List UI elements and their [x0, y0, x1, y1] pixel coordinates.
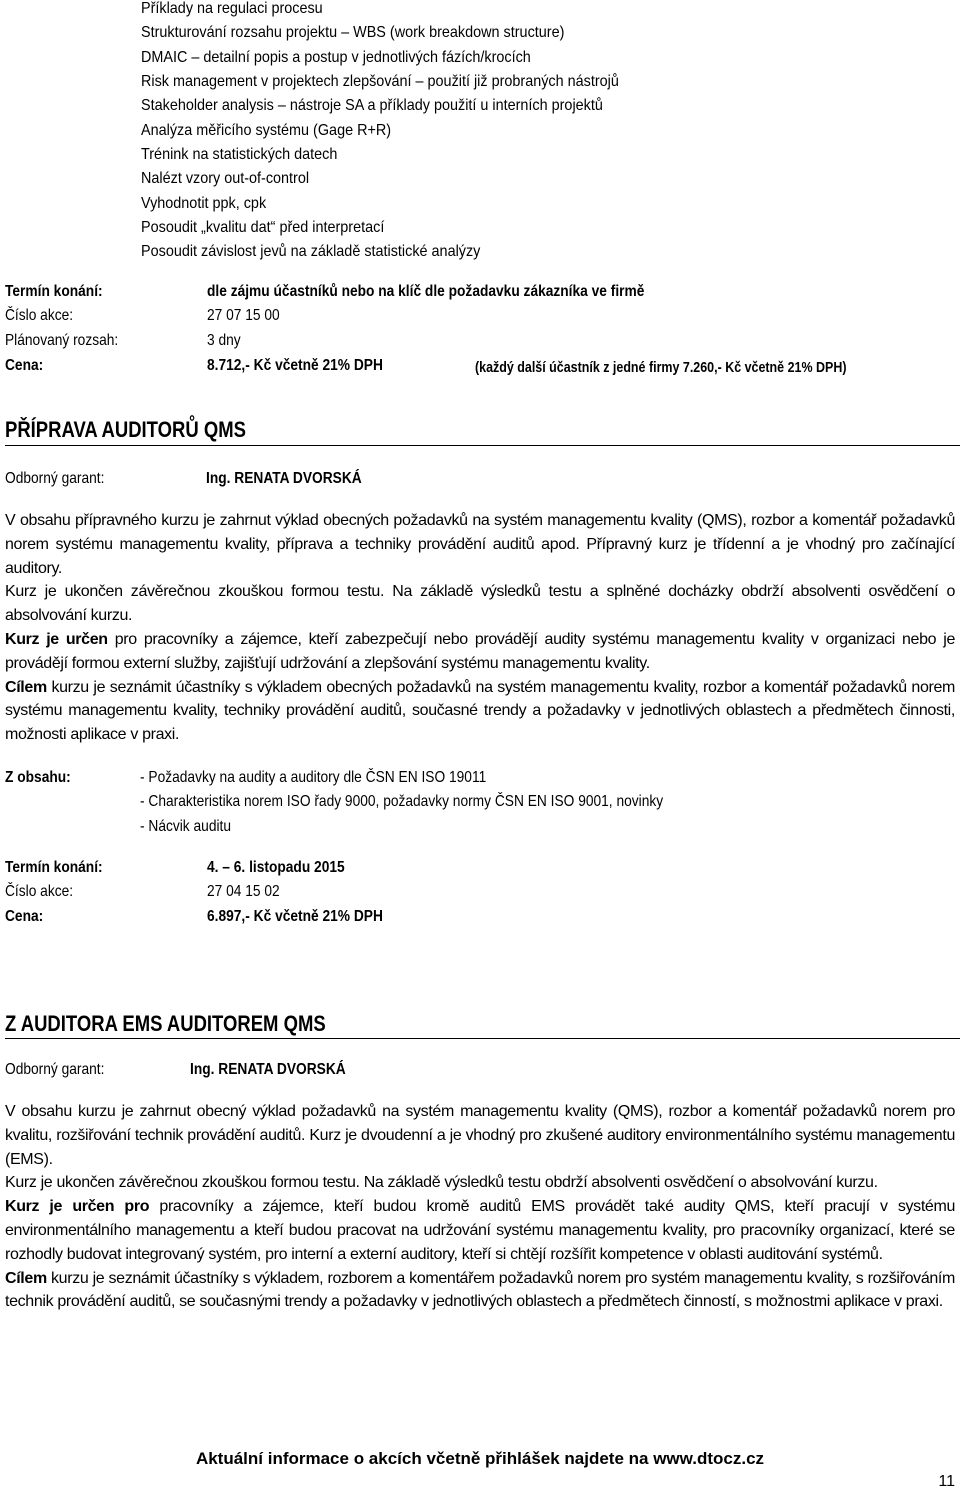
rozsah-label: Plánovaný rozsah: [5, 332, 119, 349]
topic-item: Vyhodnotit ppk, cpk [141, 194, 267, 212]
topic-list [141, 0, 672, 265]
paragraph: Kurz je ukončen závěrečnou zkouškou formou testu. Na základě výsledků testu obdrží absolventi osvědčení o absolvování kurzu. [5, 1174, 878, 1192]
section-title: Z AUDITORA EMS AUDITOREM QMS [5, 1011, 326, 1036]
section-rule [5, 445, 960, 446]
paragraph: Kurz je určen pro pracovníky a zájemce, kteří budou kromě auditů EMS provádět také audity QMS, kteří pracují v systému environmentálního managementu a kteří budou pracovat na udržování systému managementu kvality, pro pracovníky organizací, které se rozhodly budovat integrovaný systém, pro interní a externí auditory, kteří si chtějí rozšířit kompetence v oblasti auditování systémů. [5, 1198, 955, 1263]
page-number: 11 [938, 1473, 955, 1490]
obsah-item: - Charakteristika norem ISO řady 9000, požadavky normy ČSN EN ISO 9001, novinky [140, 793, 664, 810]
obsah-item: - Požadavky na audity a auditory dle ČSN EN ISO 19011 [140, 769, 487, 786]
cislo-label: Číslo akce: [5, 307, 74, 324]
termin-label: Termín konání: [5, 283, 103, 300]
cena-value: 6.897,- Kč včetně 21% DPH [207, 908, 383, 925]
obsah-item: - Nácvik auditu [140, 818, 232, 835]
cislo-label: Číslo akce: [5, 883, 74, 900]
topic-item: Analýza měřicího systému (Gage R+R) [141, 121, 392, 139]
topic-item: Posoudit závislost jevů na základě statistické analýzy [141, 243, 481, 261]
paragraph: V obsahu kurzu je zahrnut obecný výklad požadavků na systém managementu kvality (QMS), rozbor a komentář požadavků norem pro kvalitu, rozšiřování technik provádění auditů. Kurz je dvoudenní a je vhodný pro zkušené auditory environmentálního systému managementu (EMS). [5, 1103, 955, 1168]
course-description [5, 1100, 955, 1314]
obsah-label: Z obsahu: [5, 769, 71, 786]
section-title: PŘÍPRAVA AUDITORŮ QMS [5, 417, 246, 442]
garant-label: Odborný garant: [5, 1061, 105, 1078]
paragraph: Kurz je ukončen závěrečnou zkouškou formou testu. Na základě výsledků testu a splněné docházky obdrží absolventi osvědčení o absolvování kurzu. [5, 583, 955, 625]
garant-label: Odborný garant: [5, 470, 105, 487]
paragraph: Cílem kurzu je seznámit účastníky s výkladem obecných požadavků na systém managementu kvality, rozbor a komentář požadavků norem systému managementu kvality, techniky provádění auditů, současné trendy a požadavky v jednotlivých oblastech a předmětech činnosti, možnosti aplikace v praxi. [5, 678, 955, 744]
cislo-value: 27 07 15 00 [207, 307, 280, 324]
topic-item: Trénink na statistických datech [141, 146, 338, 164]
cena-label: Cena: [5, 357, 44, 374]
topic-item: Risk management v projektech zlepšování – použití již probraných nástrojů [141, 73, 619, 91]
topic-item: Příklady na regulaci procesu [141, 0, 323, 17]
garant-value: Ing. RENATA DVORSKÁ [206, 470, 362, 487]
garant-value: Ing. RENATA DVORSKÁ [190, 1061, 346, 1078]
footer-link-text: Aktuální informace o akcích včetně přihlášek najdete na www.dtocz.cz [195, 1449, 765, 1468]
topic-item: DMAIC – detailní popis a postup v jednotlivých fázích/krocích [141, 48, 531, 66]
termin-label: Termín konání: [5, 859, 103, 876]
topic-item: Posoudit „kvalitu dat“ před interpretací [141, 219, 385, 237]
course-description [5, 509, 955, 747]
cena-value: 8.712,- Kč včetně 21% DPH [207, 357, 383, 374]
termin-value: dle zájmu účastníků nebo na klíč dle požadavku zákazníka ve firmě [207, 283, 645, 300]
topic-item: Stakeholder analysis – nástroje SA a příklady použití u interních projektů [141, 97, 603, 115]
cena-label: Cena: [5, 908, 44, 925]
termin-value: 4. – 6. listopadu 2015 [207, 859, 345, 876]
cislo-value: 27 04 15 02 [207, 883, 280, 900]
rozsah-value: 3 dny [207, 332, 241, 349]
paragraph: Kurz je určen pro pracovníky a zájemce, kteří zabezpečují nebo provádějí audity systému managementu kvality v organizaci nebo je provádějí formou externí služby, zajišťují udržování a zlepšování systému managementu kvality. [5, 630, 955, 672]
paragraph: Cílem kurzu je seznámit účastníky s výkladem, rozborem a komentářem požadavků norem pro systém managementu kvality, s rozšiřováním technik provádění auditů, se současnými trendy a požadavky v jednotlivých oblastech a předmětech činností, s možnostmi aplikace v praxi. [5, 1269, 955, 1311]
paragraph: V obsahu přípravného kurzu je zahrnut výklad obecných požadavků na systém managementu kvality (QMS), rozbor a komentář požadavků norem systému managementu kvality, příprava a techniky provádění auditů apod. Přípravný kurz je třídenní a je vhodný pro začínající auditory. [5, 512, 955, 577]
cena-note: (každý další účastník z jedné firmy 7.260,- Kč včetně 21% DPH) [475, 360, 847, 376]
topic-item: Strukturování rozsahu projektu – WBS (work breakdown structure) [141, 24, 565, 42]
section-rule [5, 1038, 960, 1039]
topic-item: Nalézt vzory out-of-control [141, 170, 310, 188]
